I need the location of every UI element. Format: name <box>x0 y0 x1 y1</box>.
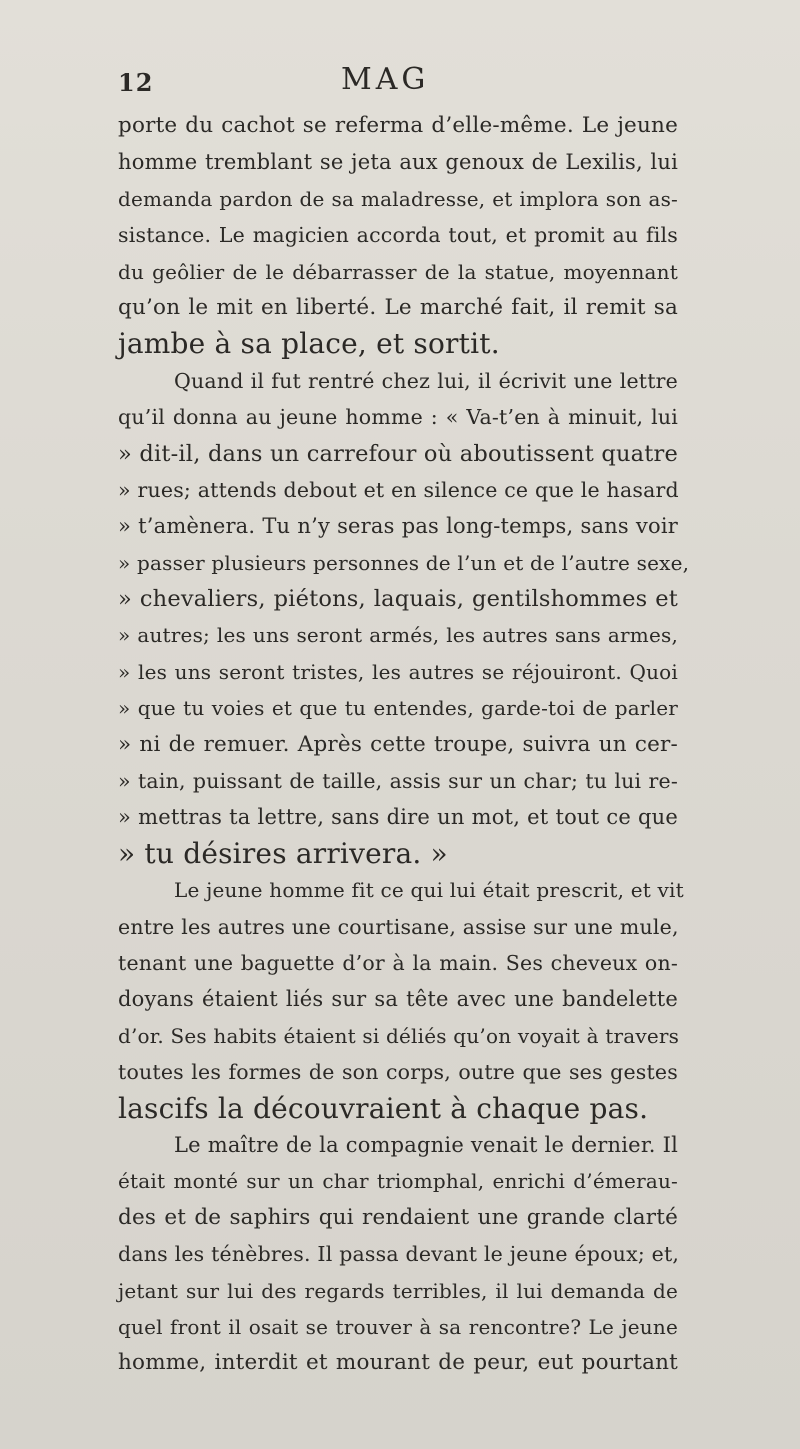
text-line: qu’on le mit en liberté. Le marché fait, il remit sa <box>118 294 678 320</box>
text-line: porte du cachot se referma d’elle-même. Le jeune <box>118 113 678 138</box>
text-line: » les uns seront tristes, les autres se réjouiront. Quoi <box>118 659 678 684</box>
text-line: Le jeune homme fit ce qui lui était prescrit, et vit <box>174 878 684 903</box>
page-body-text <box>118 108 690 1382</box>
text-line: doyans étaient liés sur sa tête avec une bandelette <box>118 987 678 1012</box>
text-line: » t’amènera. Tu n’y seras pas long-temps, sans voir <box>118 514 678 539</box>
running-head: MAG <box>341 62 430 97</box>
text-line: » mettras ta lettre, sans dire un mot, et tout ce que <box>118 805 678 830</box>
text-line: » que tu voies et que tu entendes, garde-toi de parler <box>118 696 678 721</box>
text-line: quel front il osait se trouver à sa rencontre? Le jeune <box>118 1314 678 1339</box>
page-number: 12 <box>118 68 154 97</box>
text-line: » tain, puissant de taille, assis sur un char; tu lui re- <box>118 769 678 794</box>
text-line: sistance. Le magicien accorda tout, et promit au fils <box>118 223 678 248</box>
text-line: Le maître de la compagnie venait le dernier. Il <box>174 1132 678 1157</box>
text-line: tenant une baguette d’or à la main. Ses cheveux on- <box>118 950 678 975</box>
text-line: » rues; attends debout et en silence ce que le hasard <box>118 477 679 502</box>
text-line: homme tremblant se jeta aux genoux de Lexilis, lui <box>118 150 678 175</box>
text-line: » chevaliers, piétons, laquais, gentilshommes et <box>118 586 678 613</box>
text-line: des et de saphirs qui rendaient une grande clarté <box>118 1204 678 1230</box>
page-header <box>118 62 678 102</box>
text-line: demanda pardon de sa maladresse, et implora son as- <box>118 186 678 211</box>
text-line: jambe à sa place, et sortit. <box>118 327 500 361</box>
text-line: homme, interdit et mourant de peur, eut pourtant <box>118 1350 678 1376</box>
text-line: » tu désires arrivera. » <box>118 836 448 870</box>
text-line: toutes les formes de son corps, outre que ses gestes <box>118 1060 678 1085</box>
text-line: dans les ténèbres. Il passa devant le jeune époux; et, <box>118 1242 680 1267</box>
text-line: Quand il fut rentré chez lui, il écrivit une lettre <box>174 368 678 393</box>
text-line: » passer plusieurs personnes de l’un et de l’autre sexe, <box>118 550 690 575</box>
text-line: entre les autres une courtisane, assise sur une mule, <box>118 914 679 939</box>
text-line: du geôlier de le débarrasser de la statue, moyennant <box>118 259 678 284</box>
text-line: jetant sur lui des regards terribles, il lui demanda de <box>118 1278 678 1303</box>
text-line: qu’il donna au jeune homme : « Va-t’en à minuit, lui <box>118 405 678 430</box>
text-line: était monté sur un char triomphal, enrichi d’émerau- <box>118 1169 678 1194</box>
text-line: » ni de remuer. Après cette troupe, suivra un cer- <box>118 731 678 757</box>
text-line: » dit-il, dans un carrefour où aboutissent quatre <box>118 440 678 467</box>
text-line: d’or. Ses habits étaient si déliés qu’on voyait à travers <box>118 1023 680 1048</box>
text-line: lascifs la découvraient à chaque pas. <box>118 1091 649 1125</box>
text-line: » autres; les uns seront armés, les autres sans armes, <box>118 623 678 648</box>
